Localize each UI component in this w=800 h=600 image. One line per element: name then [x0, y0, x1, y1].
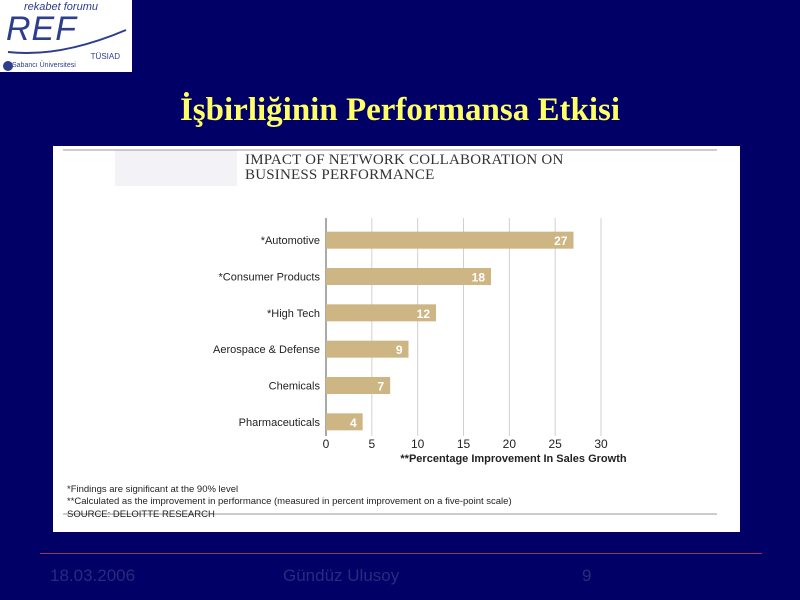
logo-org: TÜSIAD	[90, 52, 120, 61]
category-label: Aerospace & Defense	[212, 344, 320, 357]
x-tick-label: 10	[410, 437, 425, 451]
x-tick-label: 20	[502, 437, 517, 451]
footer-page-number: 9	[582, 566, 592, 585]
category-label: Pharmaceuticals	[238, 416, 320, 429]
bar	[326, 268, 491, 285]
x-tick-label: 30	[594, 437, 608, 451]
bar-value-label: 9	[395, 343, 403, 358]
logo-university: Sabancı Üniversitesi	[12, 62, 76, 69]
footer-author: Gündüz Ulusoy	[283, 566, 400, 585]
chart-note-1: *Findings are significant at the 90% level	[67, 484, 239, 495]
bar-chart	[53, 146, 740, 532]
bar-value-label: 27	[554, 234, 568, 249]
chart-panel	[53, 146, 740, 532]
category-label: *High Tech	[267, 307, 320, 320]
bar-value-label: 7	[377, 379, 385, 394]
chart-title	[245, 153, 645, 183]
logo-tagline: rekabet forumu	[24, 1, 98, 13]
x-tick-label: 5	[368, 437, 376, 451]
category-label: *Consumer Products	[218, 271, 320, 284]
x-axis-label: **Percentage Improvement In Sales Growth	[400, 453, 627, 465]
bar	[326, 413, 363, 430]
bar-value-label: 18	[471, 270, 485, 285]
bar	[326, 232, 574, 249]
slide-title: İşbirliğinin Performansa Etkisi	[179, 92, 621, 128]
x-tick-label: 25	[548, 437, 562, 451]
category-label: *Automotive	[260, 235, 320, 248]
bar-value-label: 4	[349, 415, 357, 430]
chart-title-line1: IMPACT OF NETWORK COLLABORATION ON	[245, 152, 564, 168]
chart-notes	[67, 484, 512, 508]
chart-header-shade	[115, 150, 237, 186]
chart-note-2: **Calculated as the improvement in performance (measured in percent improvement on a five-point scale)	[67, 496, 512, 507]
bar-value-label: 12	[416, 306, 430, 321]
footer-divider	[40, 553, 762, 554]
footer-date: 18.03.2006	[50, 566, 136, 585]
chart-title-line2: BUSINESS PERFORMANCE	[245, 167, 435, 183]
x-tick-label: 15	[456, 437, 471, 451]
ref-logo	[0, 0, 132, 72]
x-tick-label: 0	[322, 437, 330, 451]
chart-source: SOURCE: DELOITTE RESEARCH	[67, 509, 215, 520]
logo-brand: REF	[6, 10, 77, 48]
category-label: Chemicals	[268, 380, 320, 393]
